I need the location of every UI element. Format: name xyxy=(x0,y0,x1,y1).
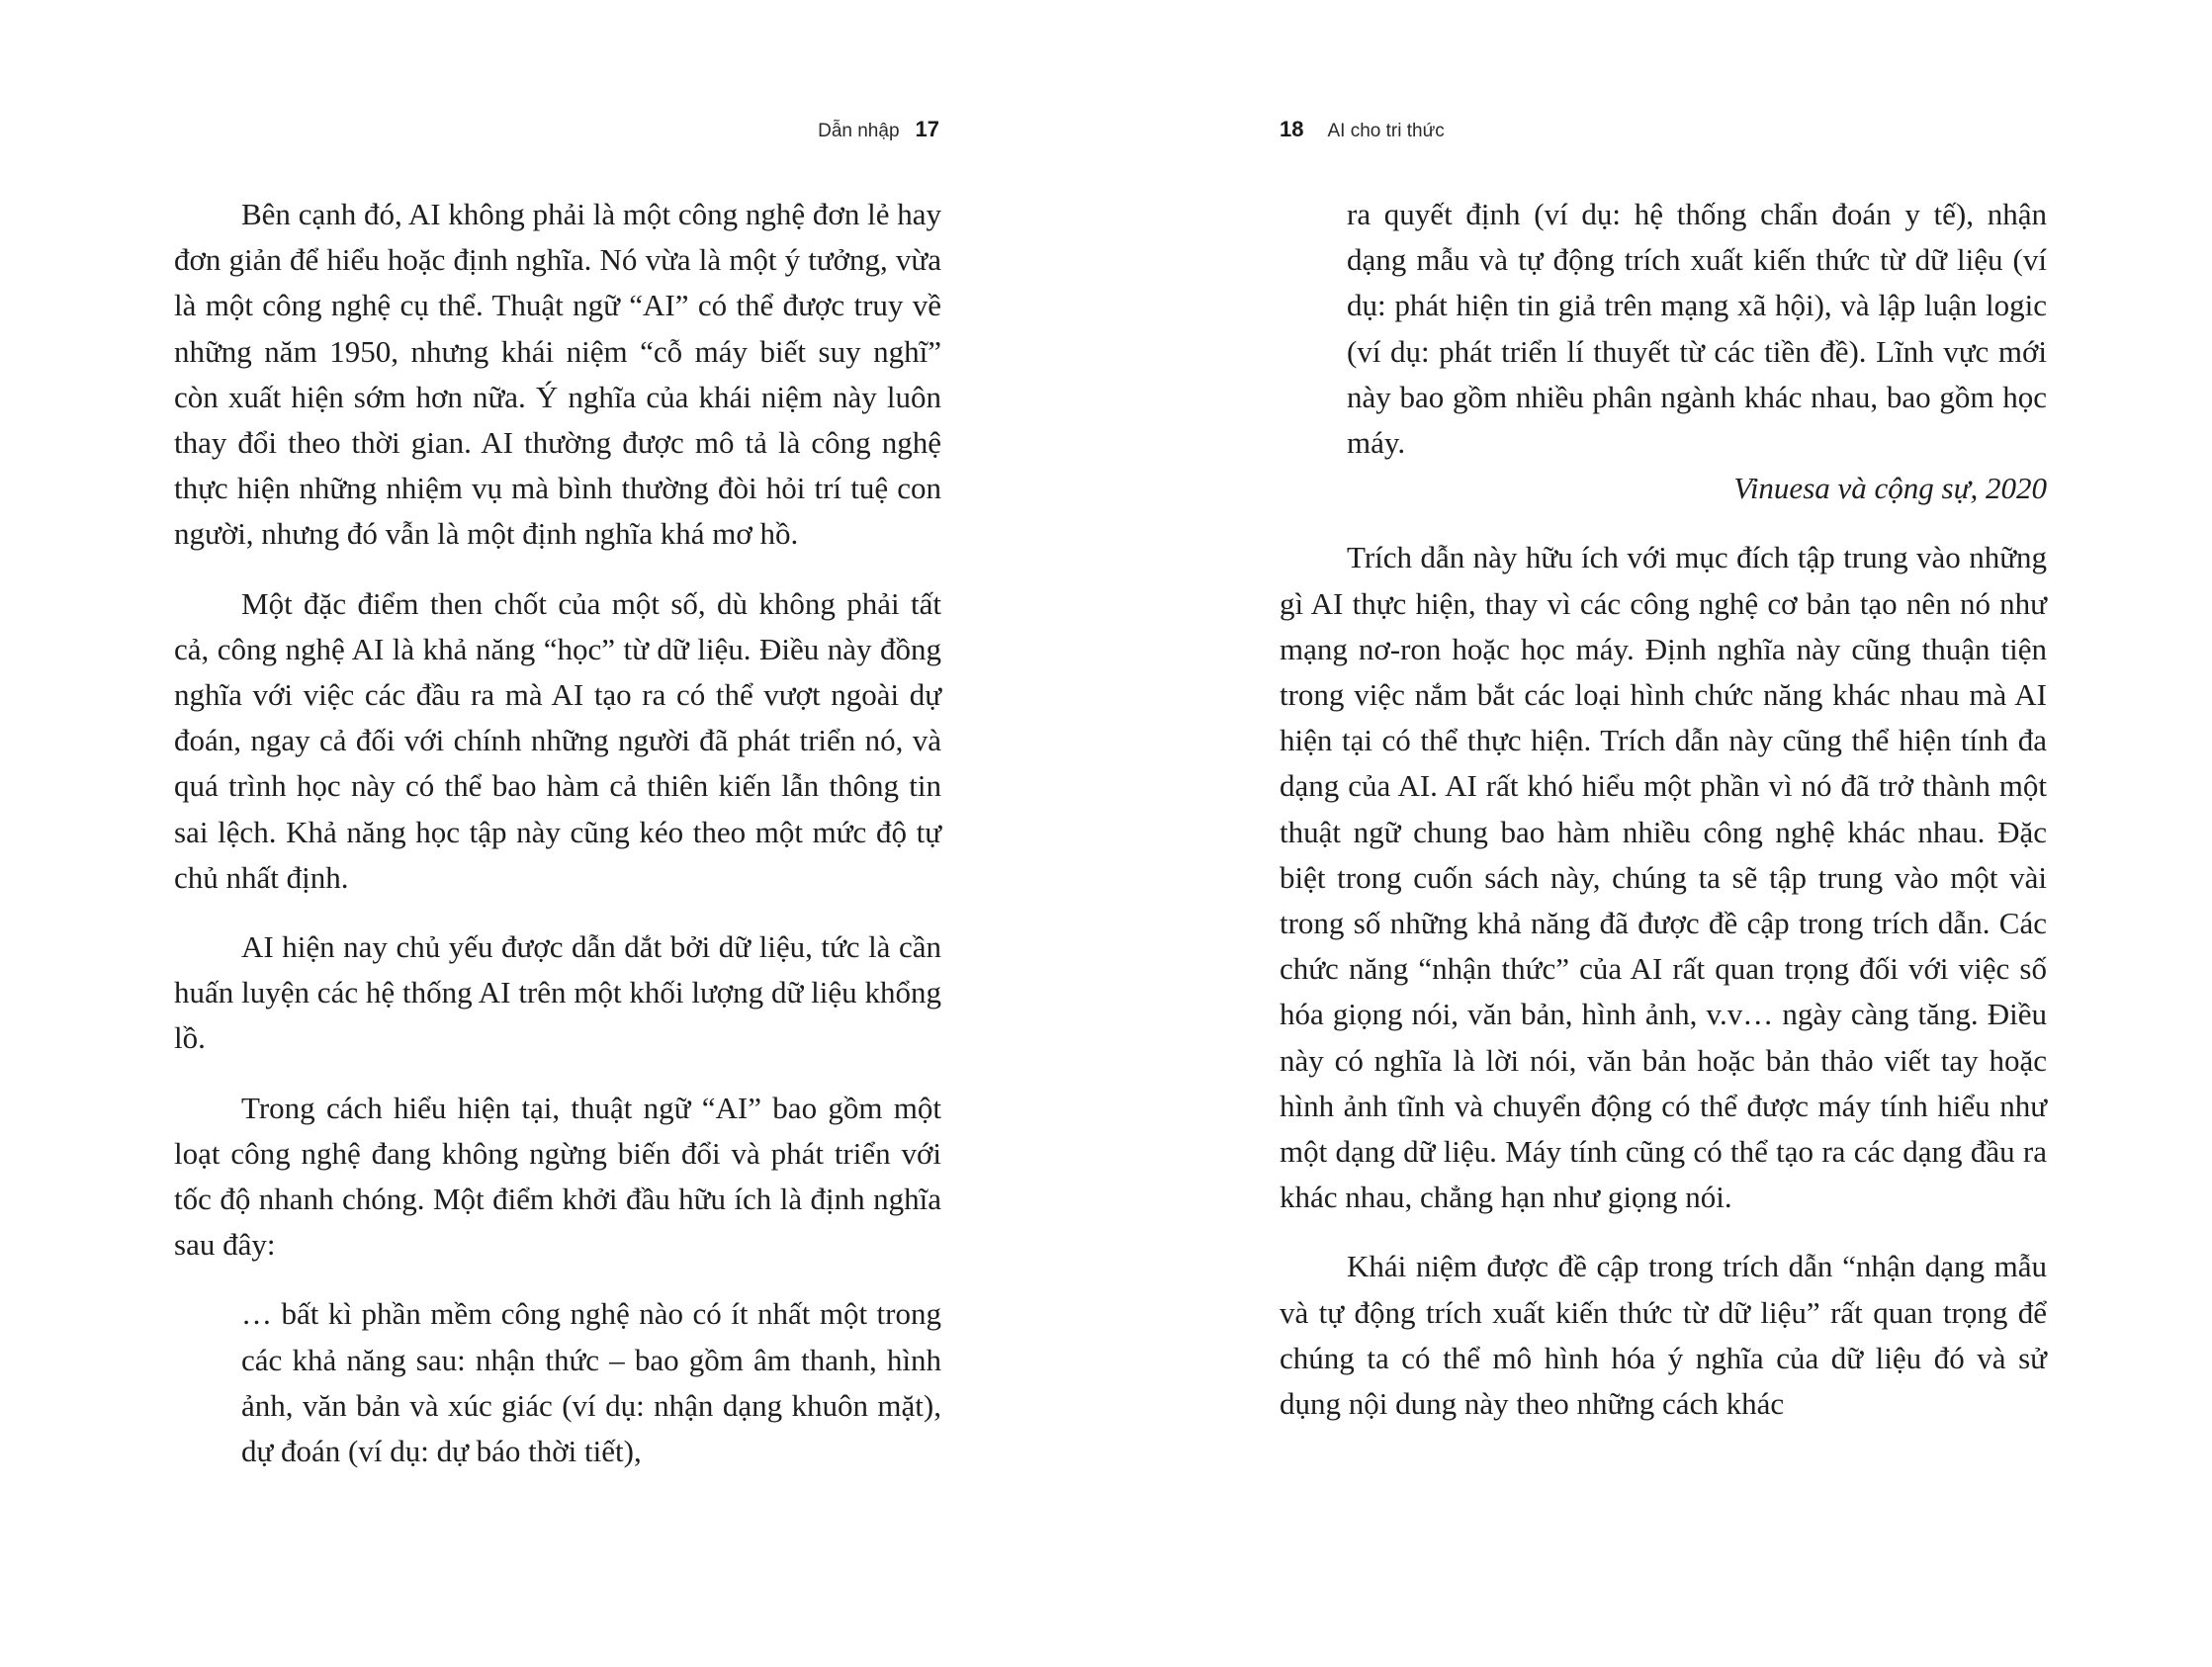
left-paragraph-1: Bên cạnh đó, AI không phải là một công nghệ đơn lẻ hay đơn giản để hiểu hoặc định nghĩa. Nó vừa là một ý tưởng, vừa là một công nghệ cụ thể. Thuật ngữ “AI” có thể được truy về những năm 1950, nhưng khái niệm “cỗ máy biết suy nghĩ” còn xuất hiện sớm hơn nữa. Ý nghĩa của khái niệm này luôn thay đổi theo thời gian. AI thường được mô tả là công nghệ thực hiện những nhiệm vụ mà bình thường đòi hỏi trí tuệ con người, nhưng đó vẫn là một định nghĩa khá mơ hồ. xyxy=(174,197,941,552)
right-page xyxy=(1106,0,2212,1667)
left-header-title: Dẫn nhập xyxy=(818,121,900,141)
right-page-number: 18 xyxy=(1280,117,1304,141)
right-body-text xyxy=(1280,192,2047,1450)
left-block-quote: … bất kì phần mềm công nghệ nào có ít nhất một trong các khả năng sau: nhận thức – bao gồm âm thanh, hình ảnh, văn bản và xúc giác (ví dụ: nhận dạng khuôn mặt), dự đoán (ví dụ: dự báo thời tiết), xyxy=(241,1296,941,1469)
right-paragraph-2: Khái niệm được đề cập trong trích dẫn “nhận dạng mẫu và tự động trích xuất kiến thức từ dữ liệu” rất quan trọng để chúng ta có thể mô hình hóa ý nghĩa của dữ liệu đó và sử dụng nội dung này theo những cách khác xyxy=(1280,1249,2047,1422)
right-block-quote-continuation: ra quyết định (ví dụ: hệ thống chẩn đoán y tế), nhận dạng mẫu và tự động trích xuất kiến thức từ dữ liệu (ví dụ: phát hiện tin giả trên mạng xã hội), và lập luận logic (ví dụ: phát triển lí thuyết từ các tiền đề). Lĩnh vực mới này bao gồm nhiều phân ngành khác nhau, bao gồm học máy. xyxy=(1347,197,2047,461)
left-paragraph-2: Một đặc điểm then chốt của một số, dù không phải tất cả, công nghệ AI là khả năng “học” từ dữ liệu. Điều này đồng nghĩa với việc các đầu ra mà AI tạo ra có thể vượt ngoài dự đoán, ngay cả đối với chính những người đã phát triển nó, và quá trình học này có thể bao hàm cả thiên kiến lẫn thông tin sai lệch. Khả năng học tập này cũng kéo theo một mức độ tự chủ nhất định. xyxy=(174,585,941,895)
left-paragraph-4: Trong cách hiểu hiện tại, thuật ngữ “AI” bao gồm một loạt công nghệ đang không ngừng biến đổi và phát triển với tốc độ nhanh chóng. Một điểm khởi đầu hữu ích là định nghĩa sau đây: xyxy=(174,1090,941,1263)
left-running-head xyxy=(818,117,939,144)
left-paragraph-3: AI hiện nay chủ yếu được dẫn dắt bởi dữ liệu, tức là cần huấn luyện các hệ thống AI trên một khối lượng dữ liệu khổng lồ. xyxy=(174,929,941,1056)
right-running-head xyxy=(1280,117,1445,144)
left-body-text xyxy=(174,192,941,1474)
right-paragraph-1: Trích dẫn này hữu ích với mục đích tập trung vào những gì AI thực hiện, thay vì các công nghệ cơ bản tạo nên nó như mạng nơ-ron hoặc học máy. Định nghĩa này cũng thuận tiện trong việc nắm bắt các loại hình chức năng khác nhau mà AI hiện tại có thể thực hiện. Trích dẫn này cũng thể hiện tính đa dạng của AI. AI rất khó hiểu một phần vì nó đã trở thành một thuật ngữ chung bao hàm nhiều công nghệ khác nhau. Đặc biệt trong cuốn sách này, chúng ta sẽ tập trung vào một vài trong số những khả năng đã được đề cập trong trích dẫn. Các chức năng “nhận thức” của AI rất quan trọng đối với việc số hóa giọng nói, văn bản, hình ảnh, v.v… ngày càng tăng. Điều này có nghĩa là lời nói, văn bản hoặc bản thảo viết tay hoặc hình ảnh tĩnh và chuyển động có thể được máy tính hiểu như một dạng dữ liệu. Máy tính cũng có thể tạo ra các dạng đầu ra khác nhau, chẳng hạn như giọng nói. xyxy=(1280,540,2047,1215)
right-header-title: AI cho tri thức xyxy=(1327,121,1445,141)
left-page-number: 17 xyxy=(915,117,939,141)
quote-citation: Vinuesa và cộng sự, 2020 xyxy=(1733,471,2047,506)
